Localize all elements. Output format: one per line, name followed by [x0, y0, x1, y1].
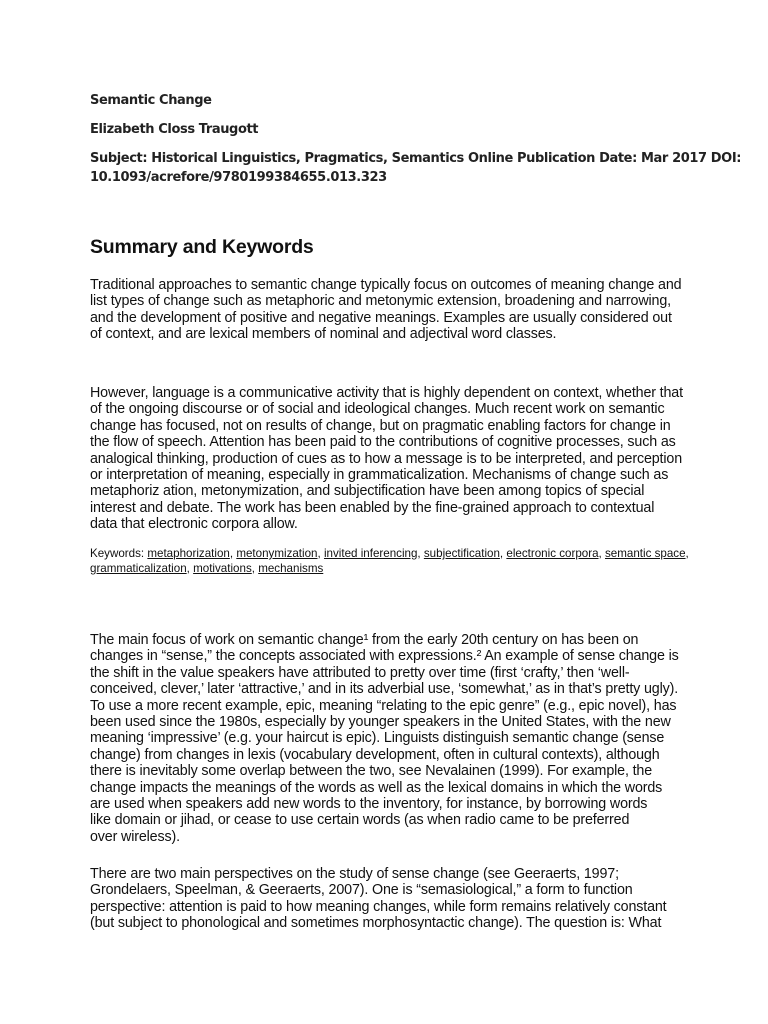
text-line: list types of change such as metaphoric and metonymic extension, broadening and narrowing, [90, 293, 671, 310]
text-line: over wireless). [90, 828, 180, 845]
text-line: conceived, clever,’ later ‘attractive,’ and in its adverbial use, ‘somewhat,’ as in that’s pretty ugly). [90, 681, 679, 698]
text-line: There are two main perspectives on the study of sense change (see Geeraerts, 1997; [90, 866, 619, 882]
text-line: of the ongoing discourse or of social and ideological changes. Much recent work on semantic [90, 401, 665, 418]
text-line: analogical thinking, production of cues as to how a message is to be interpreted, and perception [90, 450, 683, 467]
text-line: change) from changes in lexis (vocabulary development, often in cultural contexts), although [90, 746, 660, 763]
text-line: metaphoriz ation, metonymization, and subjectification have been among topics of special [90, 483, 645, 500]
body-paragraph-2 [90, 866, 667, 932]
text-line: Traditional approaches to semantic change typically focus on outcomes of meaning change and [90, 277, 682, 293]
text-line: or interpretation of meaning, especially in grammaticalization. Mechanisms of change such as [90, 466, 669, 483]
body-paragraph-1 [90, 632, 679, 845]
keyword-link[interactable]: subjectification [423, 547, 500, 560]
keywords [90, 546, 690, 576]
text-line: there is inevitably some overlap between the two, see Nevalainen (1999). For example, the [90, 763, 653, 780]
text-line: like domain or jihad, or cease to use certain words (as when radio came to be preferred [90, 812, 630, 829]
text-line: change has focused, not on results of change, but on pragmatic enabling factors for change in [90, 417, 671, 434]
text-line: changes in “sense,” the concepts associated with expressions.² An example of sense change is [90, 648, 679, 665]
summary-paragraph-1 [90, 277, 681, 343]
article-subject [90, 149, 741, 187]
keyword-link[interactable]: motivations [193, 562, 252, 575]
summary-paragraph-2 [90, 385, 683, 533]
text-line: are used when speakers add new words to the inventory, for instance, by borrowing words [90, 795, 648, 812]
keyword-link[interactable]: metaphorization [147, 547, 230, 560]
keyword-link[interactable]: electronic corpora [506, 547, 599, 560]
text-line: the shift in the value speakers have attributed to pretty over time (first ‘crafty,’ then ‘well- [90, 664, 630, 681]
author-text: Elizabeth Closs Traugott [90, 122, 259, 137]
article-author [90, 120, 258, 139]
text-line: of context, and are lexical members of nominal and adjectival word classes. [90, 326, 557, 343]
text-line: (but subject to phonological and sometimes morphosyntactic change). The question is: What [90, 915, 662, 932]
text-line: However, language is a communicative activity that is highly dependent on context, whether that [90, 385, 683, 401]
subject-line: Subject: Historical Linguistics, Pragmatics, Semantics Online Publication Date: Mar 2017 DOI: [90, 151, 742, 166]
text-line: perspective: attention is paid to how meaning changes, while form remains relatively constant [90, 898, 667, 915]
keyword-link[interactable]: semantic space [604, 547, 686, 560]
summary-heading: Summary and Keywords [90, 236, 314, 258]
keyword-link[interactable]: grammaticalization [90, 562, 187, 575]
text-line: been used since the 1980s, especially by younger speakers in the United States, with the new [90, 713, 671, 730]
keywords-list: metaphorization, metonymization, invited inferencing, subjectification, electronic corpora, semantic space, grammaticalization, motivations, mechanisms [90, 547, 689, 575]
text-line: meaning ‘impressive’ (e.g. your haircut is epic). Linguists distinguish semantic change (sense [90, 730, 665, 747]
doi-line: 10.1093/acrefore/9780199384655.013.323 [90, 170, 387, 185]
text-line: change impacts the meanings of the words as well as the lexical domains in which the words [90, 779, 663, 796]
text-line: interest and debate. The work has been enabled by the fine-grained approach to contextual [90, 499, 655, 516]
text-line: The main focus of work on semantic change¹ from the early 20th century on has been on [90, 632, 639, 648]
keyword-link[interactable]: invited inferencing [323, 547, 418, 560]
text-line: the flow of speech. Attention has been paid to the contributions of cognitive processes, such as [90, 434, 676, 451]
title-text: Semantic Change [90, 93, 212, 108]
keyword-link[interactable]: mechanisms [258, 562, 324, 575]
article-title [90, 91, 212, 110]
text-line: To use a more recent example, epic, meaning “relating to the epic genre” (e.g., epic novel), has [90, 697, 677, 714]
keywords-label: Keywords: [90, 547, 148, 560]
text-line: Grondelaers, Speelman, & Geeraerts, 2007). One is “semasiological,” a form to function [90, 882, 633, 899]
keyword-link[interactable]: metonymization [236, 547, 318, 560]
text-line: and the development of positive and negative meanings. Examples are usually considered out [90, 309, 672, 326]
text-line: data that electronic corpora allow. [90, 516, 298, 533]
